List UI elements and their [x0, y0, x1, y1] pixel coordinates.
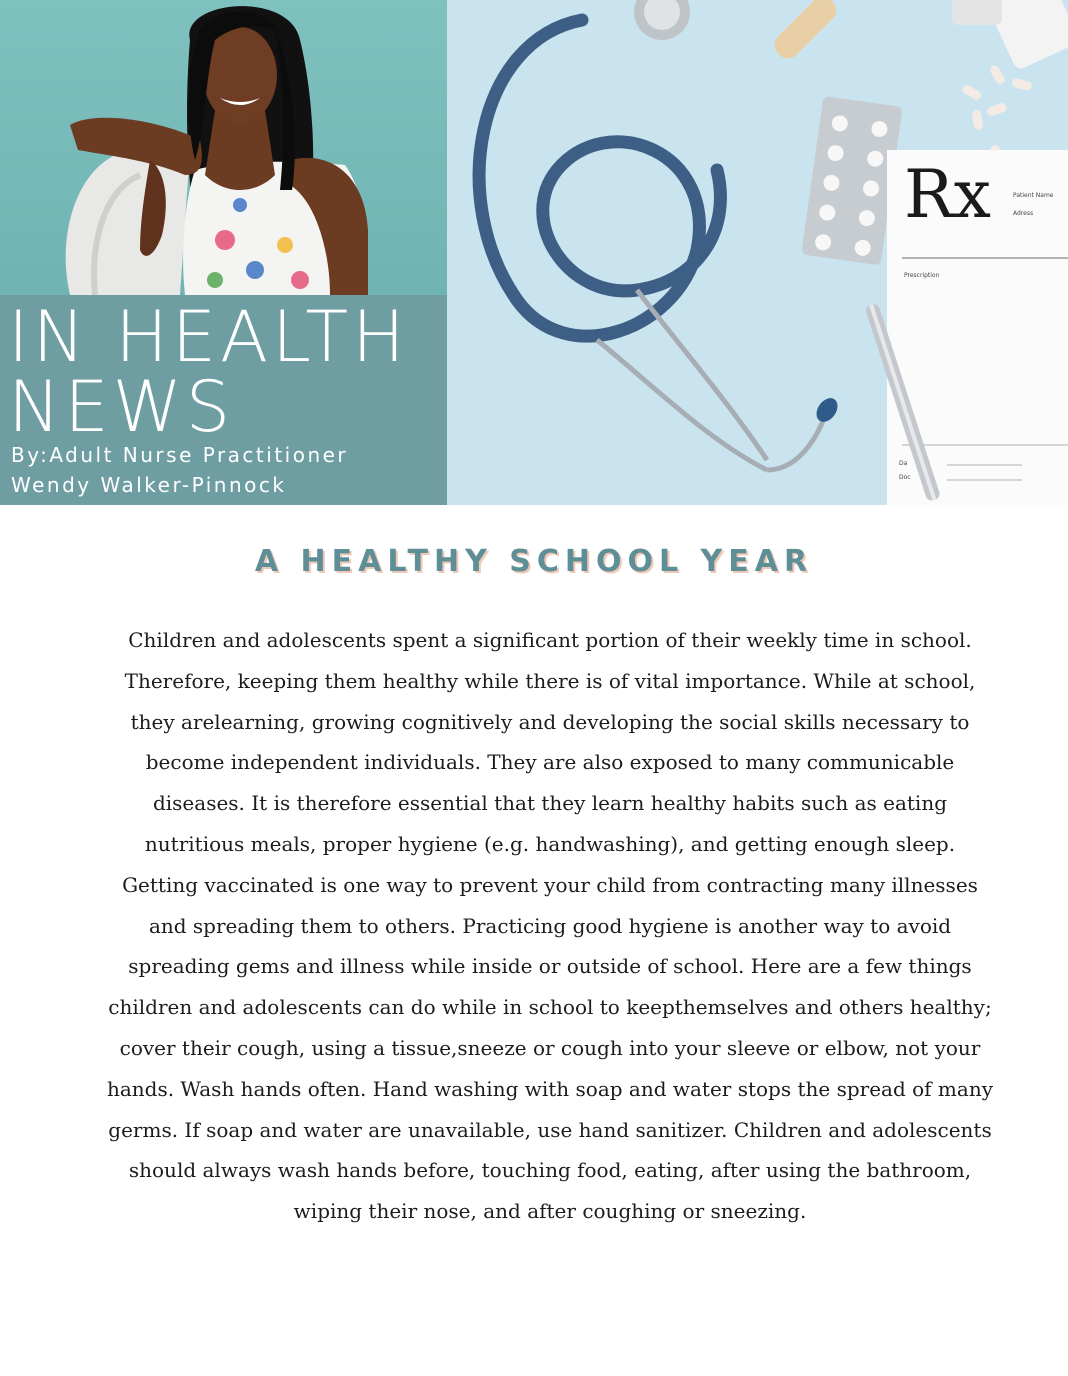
date-label: Da: [899, 460, 908, 467]
body-line: nutritious meals, proper hygiene (e.g. handwashing), and getting enough sleep.: [144, 831, 956, 856]
prescription-label: Prescription: [904, 272, 940, 279]
body-line: hands. Wash hands often. Hand washing with soap and water stops the spread of many: [106, 1076, 994, 1101]
body-line: wiping their nose, and after coughing or sneezing.: [293, 1199, 807, 1224]
body-line: children and adolescents can do while in school to keepthemselves and others healthy;: [108, 995, 992, 1020]
byline-author: Wendy Walker-Pinnock: [11, 473, 287, 497]
article-body: [50, 620, 1050, 1232]
masthead-title-line-2: NEWS: [8, 366, 235, 448]
article-headline: A HEALTHY SCHOOL YEAR: [254, 544, 814, 579]
header-banner: [0, 0, 1068, 505]
byline-role: By:Adult Nurse Practitioner: [11, 443, 349, 467]
columnist-photo: [0, 0, 447, 295]
columnist-portrait-illustration: [0, 0, 447, 295]
body-line: they arelearning, growing cognitively and developing the social skills necessary to: [130, 709, 970, 734]
rx-symbol: Rx: [904, 156, 991, 233]
body-line: and spreading them to others. Practicing good hygiene is another way to avoid: [148, 913, 952, 938]
doctor-label: Doc: [899, 474, 911, 481]
body-line: cover their cough, using a tissue,sneeze or cough into your sleeve or elbow, not your: [119, 1035, 981, 1060]
body-line: Therefore, keeping them healthy while there is of vital importance. While at school,: [124, 668, 976, 693]
address-label: Adress: [1013, 210, 1034, 217]
stethoscope-and-prescription-illustration: [447, 0, 1068, 505]
masthead-title-line-1: IN HEALTH: [8, 296, 409, 378]
body-line: Children and adolescents spent a significant portion of their weekly time in school.: [128, 628, 972, 652]
columnist-panel: [0, 0, 447, 505]
body-line: should always wash hands before, touching food, eating, after using the bathroom,: [128, 1158, 972, 1183]
patient-name-label: Patient Name: [1013, 192, 1054, 199]
body-line: become independent individuals. They are also exposed to many communicable: [145, 750, 955, 775]
body-line: diseases. It is therefore essential that they learn healthy habits such as eating: [152, 791, 948, 816]
body-line: Getting vaccinated is one way to prevent your child from contracting many illnesses: [122, 872, 978, 897]
medical-stock-photo: [447, 0, 1068, 505]
body-line: germs. If soap and water are unavailable, use hand sanitizer. Children and adolescents: [108, 1117, 992, 1142]
body-line: spreading gems and illness while inside or outside of school. Here are a few things: [128, 954, 972, 979]
